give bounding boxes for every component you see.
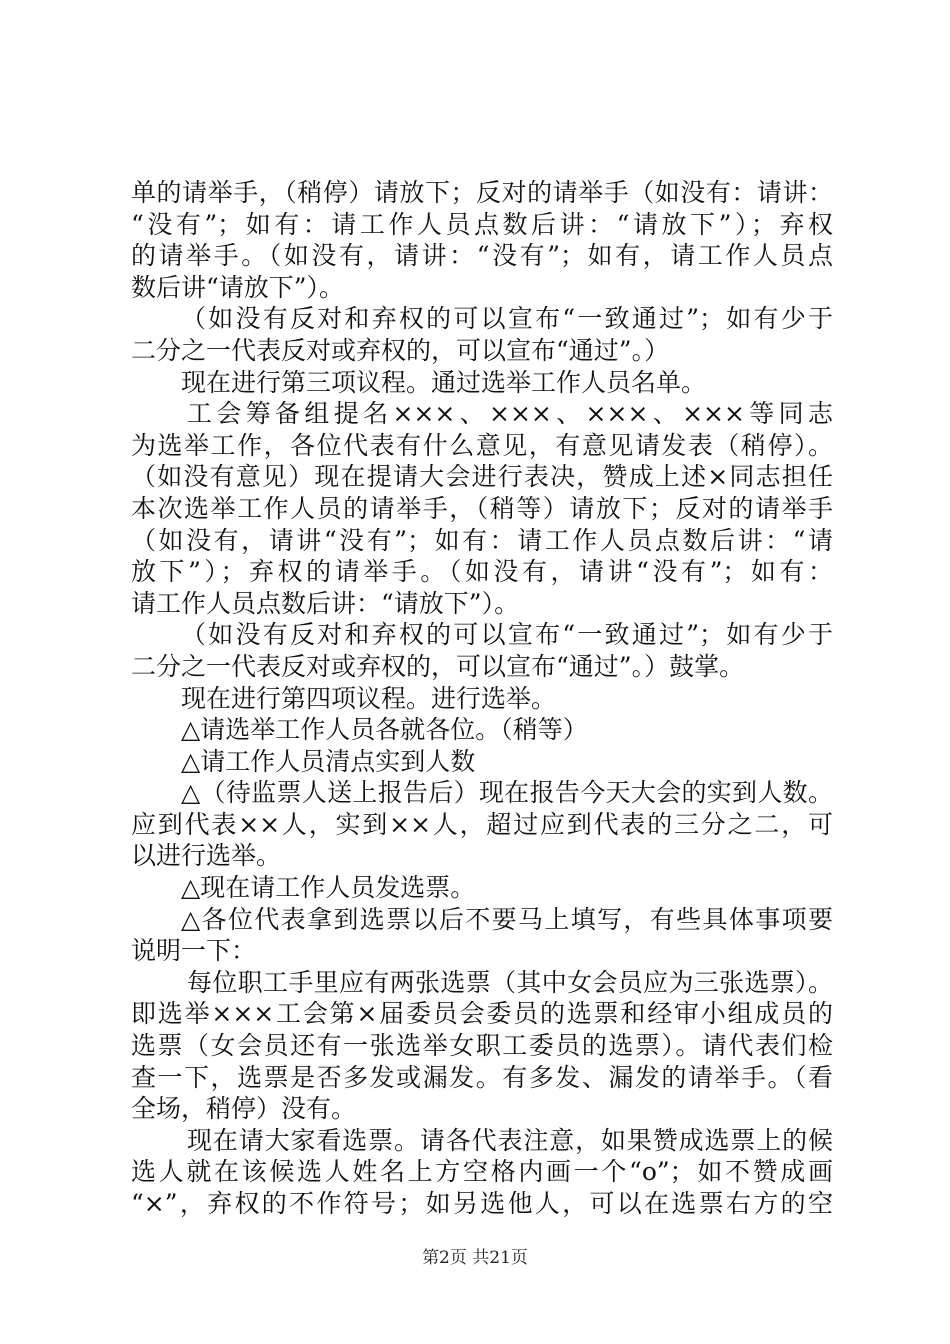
text-line: 说明一下：	[131, 936, 257, 966]
text-line: △（待监票人送上报告后）现在报告今天大会的实到人数。	[181, 778, 833, 808]
text-line: 的请举手。（如没有，请讲：“没有”；如有，请工作人员点	[131, 241, 833, 271]
text-line: 本次选举工作人员的请举手，（稍等）请放下；反对的请举手	[131, 493, 833, 523]
text-line: 现在进行第三项议程。通过选举工作人员名单。	[181, 367, 707, 397]
text-line: 选票（女会员还有一张选举女职工委员的选票）。请代表们检	[131, 1031, 833, 1061]
text-line: 工会筹备组提名×××、×××、×××、×××等同志	[187, 399, 833, 429]
text-line: 请工作人员点数后讲：“请放下”）。	[131, 588, 520, 618]
text-line: 单的请举手，（稍停）请放下；反对的请举手（如没有：请讲：	[131, 178, 833, 207]
text-line: 放下”）；弃权的请举手。（如没有，请讲“没有”；如有：	[131, 557, 833, 587]
text-line: “没有”；如有：请工作人员点数后讲：“请放下”）；弃权	[131, 209, 833, 239]
text-line: 现在进行第四项议程。进行选举。	[181, 683, 557, 713]
text-line: △请工作人员清点实到人数	[181, 746, 476, 776]
text-line: “×”，弃权的不作符号；如另选他人，可以在选票右方的空	[131, 1189, 833, 1218]
text-line: 数后讲“请放下”）。	[131, 272, 345, 302]
text-line: 全场，稍停）没有。	[131, 1094, 357, 1124]
text-line: 每位职工手里应有两张选票（其中女会员应为三张选票）。	[187, 967, 833, 997]
text-line: （如没有反对和弃权的可以宣布“一致通过”；如有少于	[181, 620, 833, 650]
text-line: 以进行选举。	[131, 841, 282, 871]
text-line: 二分之一代表反对或弃权的，可以宣布“通过”。）	[131, 335, 670, 365]
text-line: 应到代表××人，实到××人，超过应到代表的三分之二，可	[131, 809, 833, 839]
document-body	[131, 177, 833, 1220]
text-line: （如没有，请讲“没有”；如有：请工作人员点数后讲：“请	[131, 525, 833, 555]
page-number: 第2页 共21页	[422, 1248, 528, 1268]
text-line: 现在请大家看选票。请各代表注意，如果赞成选票上的候	[187, 1125, 833, 1155]
text-line: 查一下，选票是否多发或漏发。有多发、漏发的请举手。（看	[131, 1062, 833, 1092]
text-line: 二分之一代表反对或弃权的，可以宣布“通过”。）鼓掌。	[131, 651, 745, 681]
page-footer	[0, 1243, 950, 1268]
text-line: 为选举工作，各位代表有什么意见，有意见请发表（稍停）。	[131, 430, 833, 460]
text-line: △请选举工作人员各就各位。（稍等）	[181, 715, 588, 745]
text-line: △现在请工作人员发选票。	[181, 873, 476, 903]
text-line: （如没有意见）现在提请大会进行表决，赞成上述×同志担任	[131, 462, 833, 492]
text-line: 选人就在该候选人姓名上方空格内画一个“o”；如不赞成画	[131, 1157, 833, 1187]
text-line: （如没有反对和弃权的可以宣布“一致通过”；如有少于	[181, 304, 833, 334]
text-line: 即选举×××工会第×届委员会委员的选票和经审小组成员的	[131, 999, 833, 1029]
text-line: △各位代表拿到选票以后不要马上填写，有些具体事项要	[181, 904, 833, 934]
